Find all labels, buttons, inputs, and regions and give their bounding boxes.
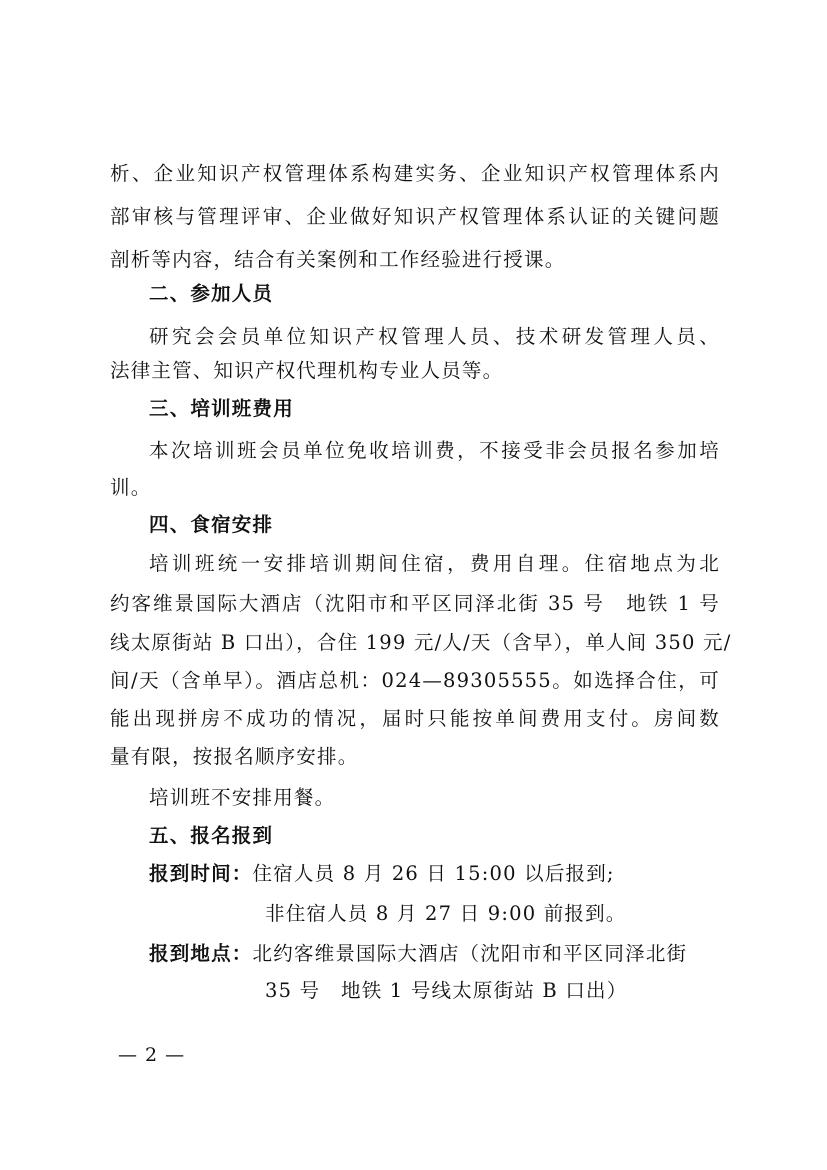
body-line: 培训班不安排用餐。 (149, 786, 336, 809)
registration-time-label: 报到时间： (149, 862, 253, 885)
body-line: 量有限，按报名顺序安排。 (110, 745, 359, 768)
registration-time-value-2: 非住宿人员 8 月 27 日 9:00 前报到。 (265, 902, 627, 925)
registration-place-row (149, 940, 729, 968)
body-line: 本次培训班会员单位免收培训费，不接受非会员报名参加培 (149, 439, 720, 462)
body-line: 培训班统一安排培训期间住宿，费用自理。住宿地点为北 (149, 552, 720, 575)
registration-time-row (149, 860, 749, 888)
body-line: 法律主管、知识产权代理机构专业人员等。 (110, 359, 504, 382)
body-line: 剖析等内容，结合有关案例和工作经验进行授课。 (110, 248, 566, 271)
body-line: 间/天（含单早）。酒店总机：024—89305555。如选择合住，可 (110, 669, 720, 692)
body-line: 训。 (110, 476, 152, 499)
section-heading-registration: 五、报名报到 (149, 824, 274, 847)
body-line: 研究会会员单位知识产权管理人员、技术研发管理人员、 (149, 325, 720, 348)
body-line: 能出现拼房不成功的情况，届时只能按单间费用支付。房间数 (110, 707, 720, 730)
registration-place-label: 报到地点： (149, 942, 253, 965)
registration-place-value: 北约客维景国际大酒店（沈阳市和平区同泽北街 (252, 942, 688, 965)
section-heading-participants: 二、参加人员 (149, 282, 274, 305)
page-number: — 2 — (118, 1044, 186, 1066)
body-line: 析、企业知识产权管理体系构建实务、企业知识产权管理体系内 (110, 162, 720, 185)
registration-time-value: 住宿人员 8 月 26 日 15:00 以后报到; (252, 862, 615, 885)
section-heading-accommodation: 四、食宿安排 (149, 513, 274, 536)
body-line: 部审核与管理评审、企业做好知识产权管理体系认证的关键问题 (110, 205, 720, 228)
registration-place-value-2: 35 号 地铁 1 号线太原街站 B 口出） (265, 979, 628, 1002)
section-heading-fees: 三、培训班费用 (149, 397, 294, 420)
body-line: 线太原街站 B 口出），合住 199 元/人/天（含早），单人间 350 元/ (110, 631, 732, 654)
body-line: 约客维景国际大酒店（沈阳市和平区同泽北街 35 号 地铁 1 号 (110, 592, 720, 615)
